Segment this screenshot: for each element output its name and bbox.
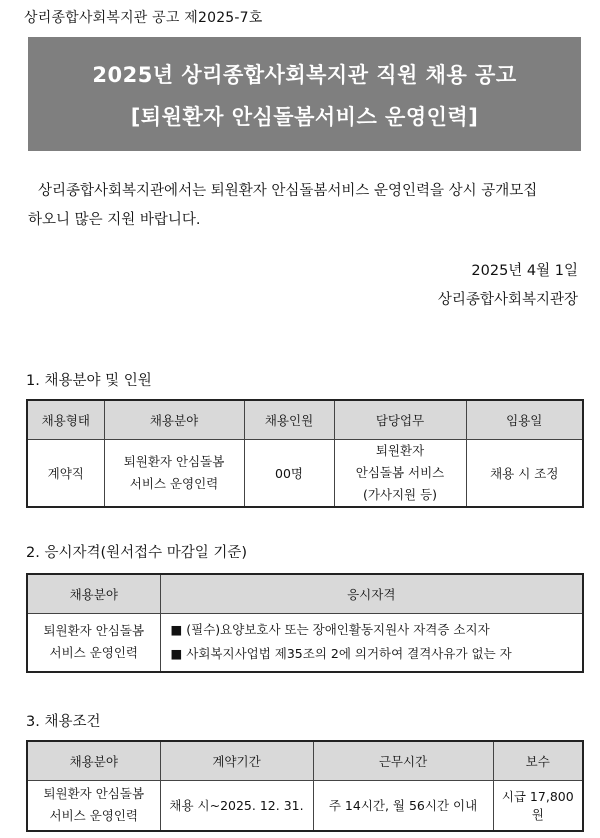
- table-row: [27, 440, 583, 508]
- employment-type: 계약직: [27, 440, 104, 508]
- duties: 퇴원환자 안심돌봄 서비스 (가사지원 등): [334, 440, 466, 508]
- section-2-heading: 2. 응시자격(원서접수 마감일 기준): [26, 545, 248, 561]
- title-banner: [28, 37, 581, 151]
- document-number: 상리종합사회복지관 공고 제2025-7호: [24, 10, 263, 26]
- table-header-row: [27, 400, 583, 440]
- conditions-table: [26, 740, 584, 832]
- recruitment-field: 퇴원환자 안심돌봄 서비스 운영인력: [27, 614, 160, 672]
- pay: 시급 17,800원: [493, 781, 583, 831]
- table-header-row: [27, 574, 583, 614]
- qualification-item: ■ 사회복지사업법 제35조의 2에 의거하여 결격사유가 없는 자: [170, 646, 512, 662]
- announcement-date: 2025년 4월 1일: [471, 263, 578, 279]
- start-date: 채용 시 조정: [466, 440, 583, 508]
- header-cell: 채용분야: [27, 741, 160, 781]
- header-cell: 담당업무: [334, 400, 466, 440]
- header-cell: 채용형태: [27, 400, 104, 440]
- title-line-1: 2025년 상리종합사회복지관 직원 채용 공고: [92, 63, 517, 87]
- recruitment-table: [26, 399, 584, 508]
- header-cell: 계약기간: [160, 741, 313, 781]
- working-hours: 주 14시간, 월 56시간 이내: [313, 781, 493, 831]
- title-line-2: [퇴원환자 안심돌봄서비스 운영인력]: [130, 105, 479, 129]
- recruitment-field: 퇴원환자 안심돌봄 서비스 운영인력: [27, 781, 160, 831]
- headcount: 00명: [244, 440, 334, 508]
- section-3-heading: 3. 채용조건: [26, 714, 101, 730]
- qualification-table: [26, 573, 584, 673]
- qualification-list: [160, 614, 583, 672]
- header-cell: 채용분야: [27, 574, 160, 614]
- table-row: [27, 614, 583, 672]
- contract-period: 채용 시~2025. 12. 31.: [160, 781, 313, 831]
- recruitment-field: 퇴원환자 안심돌봄 서비스 운영인력: [104, 440, 244, 508]
- table-header-row: [27, 741, 583, 781]
- header-cell: 응시자격: [160, 574, 583, 614]
- header-cell: 임용일: [466, 400, 583, 440]
- qualification-item: ■ (필수)요양보호사 또는 장애인활동지원사 자격증 소지자: [170, 622, 490, 638]
- header-cell: 보수: [493, 741, 583, 781]
- header-cell: 채용분야: [104, 400, 244, 440]
- table-row: [27, 781, 583, 831]
- signer: 상리종합사회복지관장: [437, 292, 578, 308]
- header-cell: 근무시간: [313, 741, 493, 781]
- header-cell: 채용인원: [244, 400, 334, 440]
- intro-line-2: 하오니 많은 지원 바랍니다.: [28, 212, 201, 228]
- section-1-heading: 1. 채용분야 및 인원: [26, 373, 152, 389]
- intro-line-1: 상리종합사회복지관에서는 퇴원환자 안심돌봄서비스 운영인력을 상시 공개모집: [38, 183, 538, 199]
- intro-paragraph: [28, 177, 588, 235]
